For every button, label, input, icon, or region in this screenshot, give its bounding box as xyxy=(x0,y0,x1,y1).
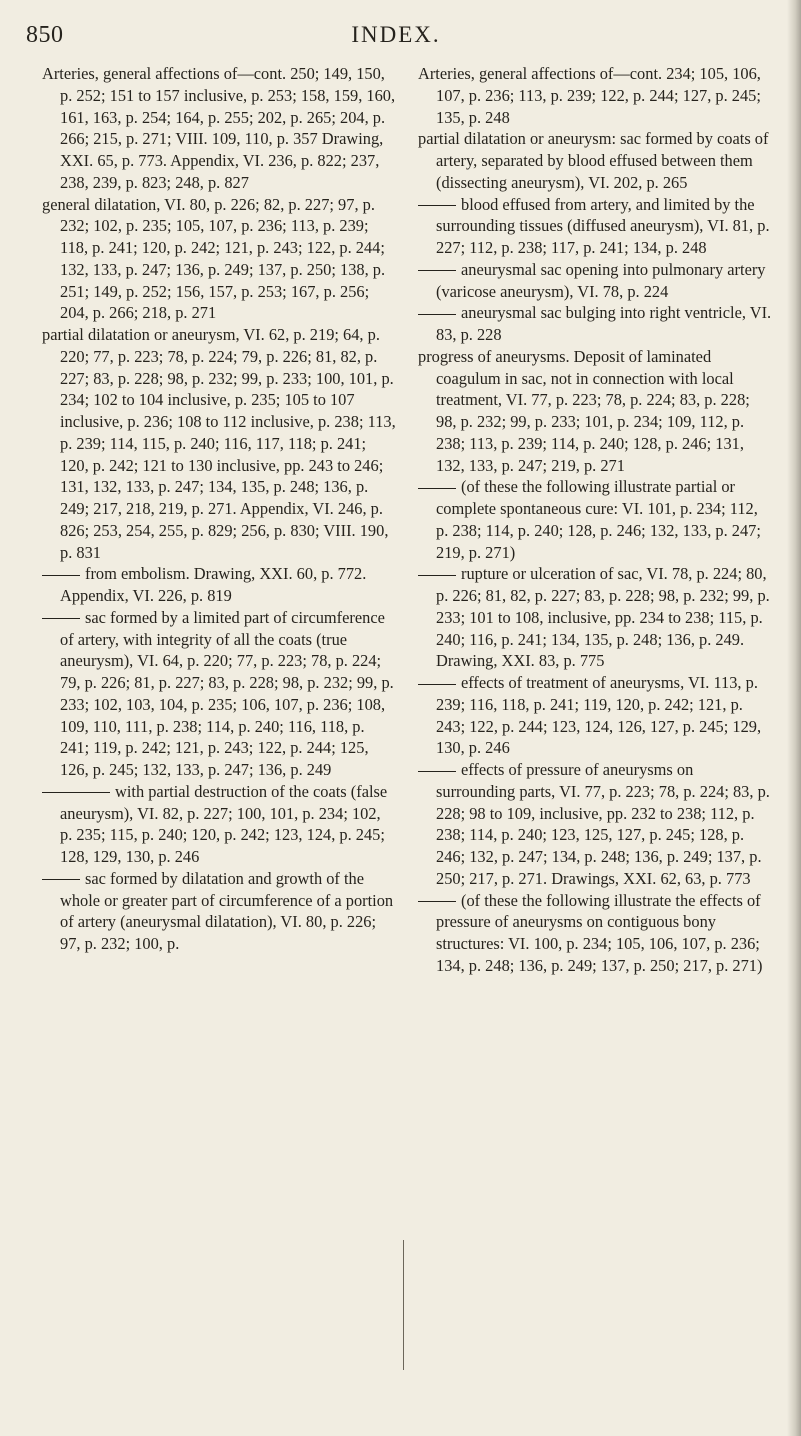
index-entry xyxy=(42,63,397,194)
index-dash xyxy=(42,792,110,793)
index-entry-text: Arteries, general affections of—cont. 234; 105, 106, 107, p. 236; 113, p. 239; 122, p. 244; 127, p. 245; 135, p. 248 xyxy=(418,64,761,127)
page-edge-shadow xyxy=(787,0,801,1436)
index-column-left xyxy=(42,63,397,955)
index-entry xyxy=(418,476,773,563)
index-entry xyxy=(418,302,773,346)
index-entry-text: Arteries, general affections of—cont. 250; 149, 150, p. 252; 151 to 157 inclusive, p. 253; 158, 159, 160, 161, 163, p. 254; 164, p. 255; 202, p. 265; 204, p. 266; 215, p. 271; VIII. 109, 110, p. 357 Drawing, XXI. 65, p. 773. Appendix, VI. 236, p. 822; 237, 238, 239, p. 823; 248, p. 827 xyxy=(42,64,396,192)
index-entry xyxy=(418,672,773,759)
index-entry xyxy=(42,194,397,325)
index-dash xyxy=(418,575,456,576)
index-entry-text: rupture or ulceration of sac, VI. 78, p. 224; 80, p. 226; 81, 82, p. 227; 83, p. 228; 98, p. 232; 99, p. 233; 101 to 108, inclusive, pp. 234 to 238; 115, p. 240; 116, p. 241; 134, 135, p. 248; 136, p. 249. Drawing, XXI. 83, p. 775 xyxy=(436,564,770,671)
index-entry-text: blood effused from artery, and limited by the surrounding tissues (diffused aneurysm), VI. 81, p. 227; 112, p. 238; 117, p. 241; 134, p. 248 xyxy=(436,194,770,257)
index-entry xyxy=(42,781,397,868)
index-entry-text: aneurysmal sac opening into pulmonary artery (varicose aneurysm), VI. 78, p. 224 xyxy=(436,259,766,301)
index-entry xyxy=(418,259,773,303)
index-entry xyxy=(42,563,397,607)
index-dash xyxy=(418,901,456,902)
index-entry xyxy=(418,563,773,672)
index-dash xyxy=(418,771,456,772)
index-dash xyxy=(418,205,456,206)
index-entry xyxy=(418,63,773,128)
index-dash xyxy=(418,488,456,489)
index-entry xyxy=(418,128,773,193)
index-entry-text: general dilatation, VI. 80, p. 226; 82, p. 227; 97, p. 232; 102, p. 235; 105, 107, p. 236; 113, p. 239; 118, p. 241; 120, p. 242; 121, p. 243; 122, p. 244; 132, 133, p. 247; 136, p. 249; 137, p. 250; 138, p. 251; 149, p. 252; 156, 157, p. 253; 167, p. 256; 204, p. 266; 218, p. 271 xyxy=(42,194,386,323)
index-dash xyxy=(418,270,456,271)
index-entry xyxy=(418,346,773,477)
index-entry-text: partial dilatation or aneurysm, VI. 62, p. 219; 64, p. 220; 77, p. 223; 78, p. 224; 79, p. 226; 81, 82, p. 227; 83, p. 228; 98, p. 232; 99, p. 233; 100, 101, p. 234; 102 to 104 inclusive, p. 235; 105 to 107 inclusive, p. 236; 108 to 112 inclusive, p. 238; 113, p. 239; 114, 115, p. 240; 116, 117, 118; p. 241; 120, p. 242; 121 to 130 inclusive, pp. 243 to 246; 131, 132, 133, p. 247; 134, 135, p. 248; 136, p. 249; 217, 218, 219, p. 271. Appendix, VI. 246, p. 826; 253, 254, 255, p. 829; 256, p. 830; VIII. 190, p. 831 xyxy=(42,325,396,562)
index-entry xyxy=(42,324,397,563)
index-dash xyxy=(42,879,80,880)
page-number: 850 xyxy=(26,22,64,48)
index-entry-text: effects of pressure of aneurysms on surrounding parts, VI. 77, p. 223; 78, p. 224; 83, p. 228; 98 to 109, inclusive, pp. 232 to 238; 112, p. 238; 114, p. 240; 123, 125, 127, p. 245; 128, p. 246; 132, p. 247; 134, p. 248; 136, p. 249; 137, p. 250; 217, p. 271. Drawings, XXI. 62, 63, p. 773 xyxy=(436,760,770,888)
column-divider xyxy=(403,1240,404,1370)
index-entry xyxy=(42,868,397,955)
index-entry xyxy=(418,194,773,259)
index-dash xyxy=(42,575,80,576)
index-entry xyxy=(418,890,773,977)
index-entry-text: aneurysmal sac bulging into right ventricle, VI. 83, p. 228 xyxy=(436,303,772,344)
index-column-right xyxy=(418,63,773,977)
index-dash xyxy=(42,618,80,619)
index-entry-text: progress of aneurysms. Deposit of laminated coagulum in sac, not in connection with local treatment, VI. 77, p. 223; 78, p. 224; 83, p. 228; 98, p. 232; 99, p. 233; 101, p. 234; 109, 112, p. 238; 113, p. 239; 114, p. 240; 128, p. 246; 131, 132, 133, p. 247; 219, p. 271 xyxy=(418,346,750,475)
running-title: INDEX. xyxy=(351,22,441,47)
index-entry-text: effects of treatment of aneurysms, VI. 113, p. 239; 116, 118, p. 241; 119, 120, p. 242; 121, p. 243; 122, p. 244; 123, 124, 126, 127, p. 245; 129, 130, p. 246 xyxy=(436,673,762,758)
index-dash xyxy=(418,314,456,315)
index-entry-text: (of these the following illustrate the effects of pressure of aneurysms on contiguous bony structures: VI. 100, p. 234; 105, 106, 107, p. 236; 134, p. 248; 136, p. 249; 137, p. 250; 217, p. 271) xyxy=(436,890,763,975)
index-entry-text: sac formed by a limited part of circumference of artery, with integrity of all the coats (true aneurysm), VI. 64, p. 220; 77, p. 223; 78, p. 224; 79, p. 226; 81, p. 227; 83, p. 228; 98, p. 232; 99, p. 233; 102, 103, 104, p. 235; 106, 107, p. 236; 108, 109, 110, 111, p. 238; 114, p. 240; 116, 118, p. 241; 119, p. 242; 121, p. 243; 122, p. 244; 125, 126, p. 245; 132, 133, p. 247; 136, p. 249 xyxy=(60,607,394,779)
index-entry-text: from embolism. Drawing, XXI. 60, p. 772. Appendix, VI. 226, p. 819 xyxy=(60,564,367,605)
index-dash xyxy=(418,684,456,685)
index-entry-text: (of these the following illustrate partial or complete spontaneous cure: VI. 101, p. 234; 112, p. 238; 114, p. 240; 128, p. 246; 132, 133, p. 247; 219, p. 271) xyxy=(436,477,761,562)
index-entry-text: sac formed by dilatation and growth of the whole or greater part of circumference of a portion of artery (aneurysmal dilatation), VI. 80, p. 226; 97, p. 232; 100, p. xyxy=(60,868,394,953)
index-entry xyxy=(42,607,397,781)
index-entry xyxy=(418,759,773,890)
index-entry-text: partial dilatation or aneurysm: sac formed by coats of artery, separated by blood effused between them (dissecting aneurysm), VI. 202, p. 265 xyxy=(418,129,769,192)
page-header xyxy=(26,22,766,58)
index-entry-text: with partial destruction of the coats (false aneurysm), VI. 82, p. 227; 100, 101, p. 234; 102, p. 235; 115, p. 240; 120, p. 242; 123, 124, p. 245; 128, 129, 130, p. 246 xyxy=(60,781,388,866)
